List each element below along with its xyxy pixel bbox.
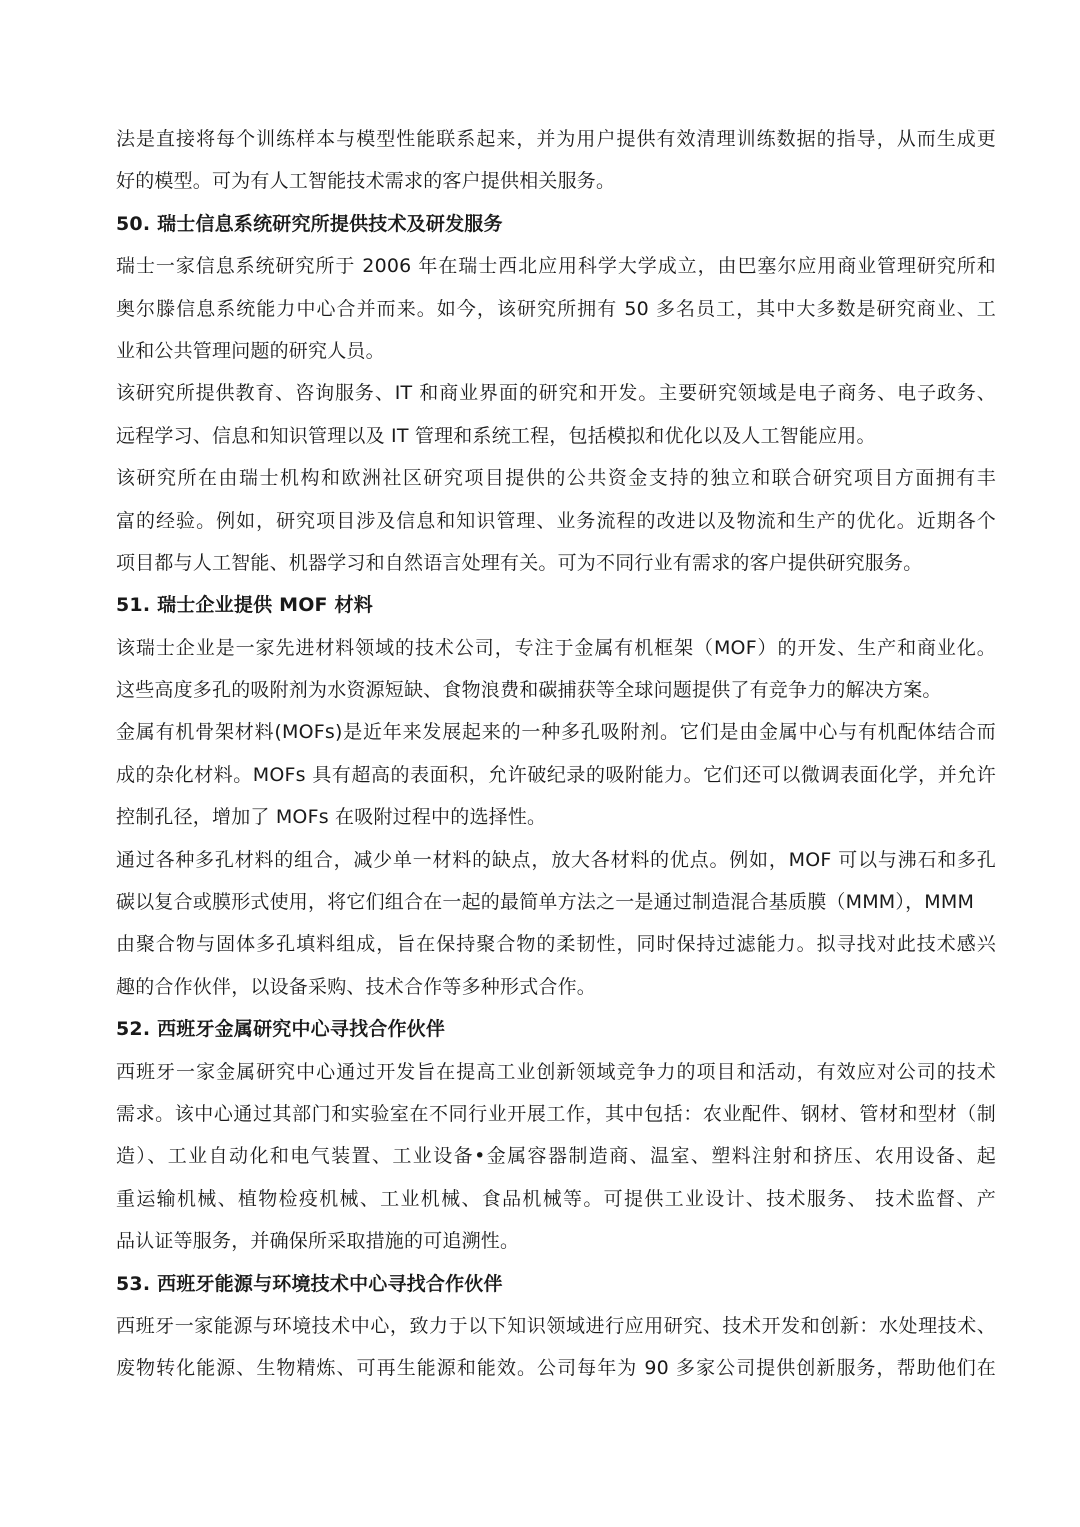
paragraph-line: 品认证等服务，并确保所采取措施的可追溯性。 [116, 1230, 520, 1253]
paragraph-line: 该研究所在由瑞士机构和欧洲社区研究项目提供的公共资金支持的独立和联合研究项目方面拥有丰 [116, 467, 996, 490]
section-heading-52: 52. 西班牙金属研究中心寻找合作伙伴 [116, 1018, 446, 1041]
paragraph-line: 奥尔滕信息系统能力中心合并而来。如今，该研究所拥有 50 多名员工，其中大多数是研究商业、工 [116, 297, 996, 320]
paragraph-line: 这些高度多孔的吸附剂为水资源短缺、食物浪费和碳捕获等全球问题提供了有竞争力的解决方案。 [116, 679, 942, 702]
paragraph-line: 通过各种多孔材料的组合，减少单一材料的缺点，放大各材料的优点。例如，MOF 可以与沸石和多孔 [116, 848, 996, 871]
section-heading-50: 50. 瑞士信息系统研究所提供技术及研发服务 [116, 212, 503, 235]
paragraph-line: 远程学习、信息和知识管理以及 IT 管理和系统工程，包括模拟和优化以及人工智能应用。 [116, 424, 876, 447]
paragraph-line: 西班牙一家能源与环境技术中心，致力于以下知识领域进行应用研究、技术开发和创新：水处理技术、 [116, 1314, 996, 1337]
paragraph-line: 碳以复合或膜形式使用，将它们组合在一起的最简单方法之一是通过制造混合基质膜（MMM），MMM [116, 891, 975, 914]
paragraph-line: 需求。该中心通过其部门和实验室在不同行业开展工作，其中包括：农业配件、钢材、管材和型材（制 [116, 1102, 996, 1125]
paragraph-line: 项目都与人工智能、机器学习和自然语言处理有关。可为不同行业有需求的客户提供研究服务。 [116, 551, 923, 574]
paragraph-line: 好的模型。可为有人工智能技术需求的客户提供相关服务。 [116, 170, 616, 193]
paragraph-line: 控制孔径，增加了 MOFs 在吸附过程中的选择性。 [116, 806, 547, 829]
paragraph-line: 该瑞士企业是一家先进材料领域的技术公司，专注于金属有机框架（MOF）的开发、生产和商业化。 [116, 636, 996, 659]
section-heading-53: 53. 西班牙能源与环境技术中心寻找合作伙伴 [116, 1272, 503, 1295]
paragraph-line: 西班牙一家金属研究中心通过开发旨在提高工业创新领域竞争力的项目和活动，有效应对公司的技术 [116, 1060, 996, 1083]
paragraph-line: 重运输机械、植物检疫机械、工业机械、食品机械等。可提供工业设计、技术服务、 技术监督、产 [116, 1187, 996, 1210]
paragraph-line: 废物转化能源、生物精炼、可再生能源和能效。公司每年为 90 多家公司提供创新服务，帮助他们在 [116, 1357, 996, 1380]
paragraph-line: 成的杂化材料。MOFs 具有超高的表面积，允许破纪录的吸附能力。它们还可以微调表面化学，并允许 [116, 763, 996, 786]
paragraph-line: 法是直接将每个训练样本与模型性能联系起来，并为用户提供有效清理训练数据的指导，从而生成更 [116, 128, 996, 150]
paragraph-line: 瑞士一家信息系统研究所于 2006 年在瑞士西北应用科学大学成立，由巴塞尔应用商业管理研究所和 [116, 255, 996, 278]
paragraph-line: 趣的合作伙伴，以设备采购、技术合作等多种形式合作。 [116, 975, 597, 998]
document-page [116, 118, 996, 1390]
section-heading-51: 51. 瑞士企业提供 MOF 材料 [116, 594, 373, 617]
paragraph-line: 该研究所提供教育、咨询服务、IT 和商业界面的研究和开发。主要研究领域是电子商务、电子政务、 [116, 382, 996, 405]
paragraph-line: 造）、工业自动化和电气装置、工业设备•金属容器制造商、温室、塑料注射和挤压、农用设备、起 [116, 1145, 996, 1168]
paragraph-line: 富的经验。例如，研究项目涉及信息和知识管理、业务流程的改进以及物流和生产的优化。近期各个 [116, 509, 996, 532]
paragraph-line: 业和公共管理问题的研究人员。 [116, 339, 385, 362]
paragraph-line: 金属有机骨架材料(MOFs)是近年来发展起来的一种多孔吸附剂。它们是由金属中心与有机配体结合而 [116, 721, 996, 744]
paragraph-line: 由聚合物与固体多孔填料组成，旨在保持聚合物的柔韧性，同时保持过滤能力。拟寻找对此技术感兴 [116, 933, 996, 956]
